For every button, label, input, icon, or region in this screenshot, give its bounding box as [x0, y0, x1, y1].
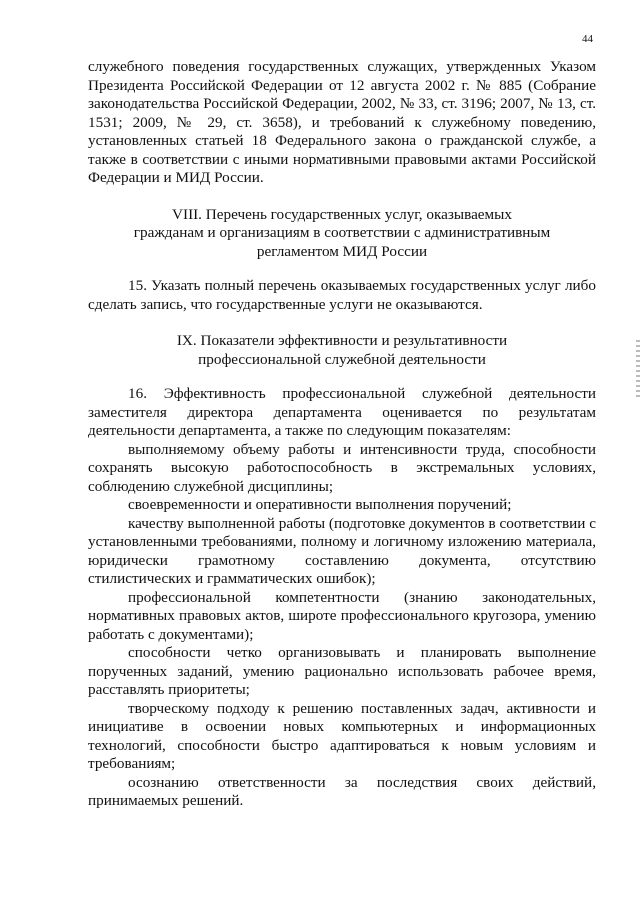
indicator-item: осознанию ответственности за последствия своих действий, принимаемых решений.: [88, 773, 596, 809]
item-16: 16. Эффективность профессиональной служебной деятельности заместителя директора департамента оценивается по результатам деятельности департамента, а также по следующим показателям:: [88, 385, 596, 439]
section-heading-line: профессиональной служебной деятельности: [198, 350, 486, 368]
section-heading-line: гражданам и организациям в соответствии с административным: [133, 224, 551, 241]
indicator-item: творческому подходу к решению поставленных задач, активности и инициативе в освоении новых компьютерных и информационных технологий, способности быстро адаптироваться к новым условиям и требованиям;: [88, 699, 596, 772]
section-9-heading: [88, 332, 596, 369]
continuation-paragraph: служебного поведения государственных служащих, утвержденных Указом Президента Российской Федерации от 12 августа 2002 г. № 885 (Собрание законодательства Российской Федерации, 2002, № 33, ст. 3196; 2007, № 13, ст. 1531; 2009, № 29, ст. 3658), и требований к служебному поведению, установленных статьей 18 Федерального закона о гражданской службе, а также в соответствии с иными нормативными правовыми актами Российской Федерации и МИД России.: [88, 58, 596, 186]
indicator-item: качеству выполненной работы (подготовке документов в соответствии с установленными требованиями, полному и логичному изложению материала, юридически грамотному составлению документа, отсутствию стилистических и грамматических ошибок);: [88, 514, 596, 587]
section-heading-line: IX. Показатели эффективности и результативности: [176, 332, 508, 349]
indicator-item: своевременности и оперативности выполнения поручений;: [128, 496, 512, 513]
document-body: [88, 58, 596, 811]
item-15: 15. Указать полный перечень оказываемых государственных услуг либо сделать запись, что государственные услуги не оказываются.: [88, 277, 596, 313]
section-heading-line: VIII. Перечень государственных услуг, оказываемых: [172, 205, 512, 223]
indicator-item: выполняемому объему работы и интенсивности труда, способности сохранять высокую работоспособность в экстремальных условиях, соблюдению служебной дисциплины;: [88, 440, 596, 495]
section-heading-line: регламентом МИД России: [256, 242, 428, 260]
indicator-item: способности четко организовывать и планировать выполнение порученных заданий, умению рационально использовать рабочее время, расставлять приоритеты;: [88, 644, 596, 698]
section-8-heading: [88, 206, 596, 262]
page-number: 44: [582, 33, 593, 45]
indicator-item: профессиональной компетентности (знанию законодательных, нормативных правовых актов, широте профессионального кругозора, умению работать с документами);: [88, 588, 596, 643]
scan-edge-mark: [636, 340, 640, 400]
